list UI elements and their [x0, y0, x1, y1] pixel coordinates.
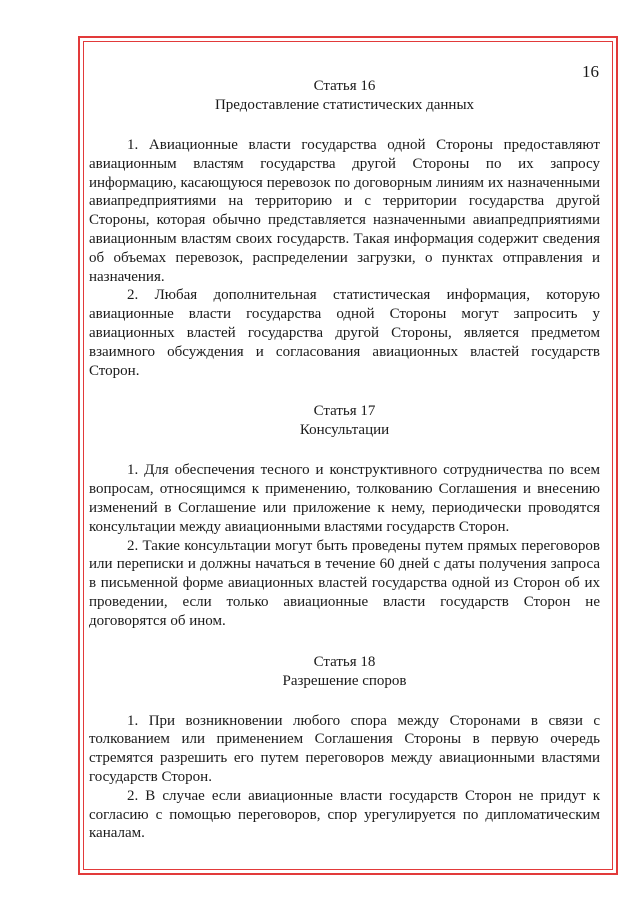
paragraph: 1. Авиационные власти государства одной Стороны предоставляют авиационным властям государства другой Стороны по их запросу информацию, касающуюся перевозок по договорным линиям их назначенными авиапредприятиями на территорию и с территории государства другой Стороны, которая обычно представляется назначенными авиапредприятиями авиационным властям своих государств. Такая информация содержит сведения об объемах перевозок, распределении загрузки, о пунктах отправления и назначения. [89, 137, 600, 285]
article-title: Статья 18 [313, 653, 376, 670]
paragraph: 2. Такие консультации могут быть проведены путем прямых переговоров или переписки и должны начаться в течение 60 дней с даты получения запроса в письменной форме авиационных властей государства одной из Сторон об их проведении, если только авиационные власти государств Сторон не договорятся об ином. [89, 537, 600, 629]
article-16 [89, 77, 600, 380]
paragraph: 1. Для обеспечения тесного и конструктивного сотрудничества по всем вопросам, относящимся к применению, толкованию Соглашения и внесению изменений в Соглашение или приложение к нему, периодически проводятся консультации между авиационными властями государств Сторон. [89, 462, 600, 535]
article-18 [89, 653, 600, 844]
paragraph: 1. При возникновении любого спора между Сторонами в связи с толкованием или применением Соглашения Стороны в первую очередь стремятся разрешить его путем переговоров между авиационными властями государств Сторон. [89, 712, 600, 785]
article-subtitle: Разрешение споров [282, 672, 407, 689]
page-number: 16 [582, 62, 599, 81]
article-17 [89, 402, 600, 630]
document-body [89, 77, 600, 843]
paragraph: 2. В случае если авиационные власти государств Сторон не придут к согласию с помощью переговоров, спор урегулируется по дипломатическим каналам. [89, 787, 600, 842]
paragraph: 2. Любая дополнительная статистическая информация, которую авиационные власти государства одной Стороны могут запросить у авиационных властей государства другой Стороны, является предметом взаимного обсуждения и согласования авиационных властей государств Сторон. [89, 287, 600, 379]
article-title: Статья 17 [313, 403, 376, 420]
article-subtitle: Предоставление статистических данных [214, 97, 475, 113]
article-subtitle: Консультации [299, 422, 390, 439]
article-title: Статья 16 [313, 78, 376, 94]
